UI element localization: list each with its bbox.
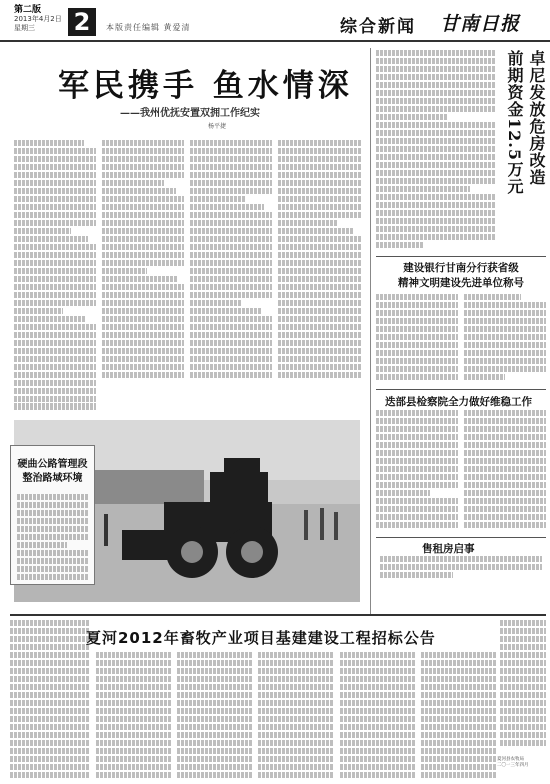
main-article-column-4 — [278, 140, 362, 410]
editor-credit: 本版责任编辑 黄爱清 — [106, 23, 191, 32]
newspaper-logo: 甘南日报 — [440, 13, 521, 35]
masthead — [0, 0, 550, 42]
vertical-headline — [500, 50, 546, 290]
tender-notice-headline: 夏河2012年畜牧产业项目基建建设工程招标公告 — [86, 629, 436, 647]
bottom-divider — [10, 614, 546, 616]
rental-notice-headline: 售租房启事 — [422, 543, 475, 555]
tender-right-column — [500, 620, 546, 752]
procuratorate-body — [376, 410, 546, 536]
vertical-headline-line1: 卓尼发放危房改造 — [527, 50, 546, 186]
side-box-body — [17, 494, 88, 586]
tender-notice-body — [96, 652, 496, 780]
side-box-title-line2: 整治路域环境 — [22, 473, 83, 484]
right-article-1-body — [376, 50, 496, 255]
issue-info — [14, 6, 62, 33]
main-article-column-2 — [102, 140, 184, 410]
vertical-headline-line2: 前期资金12.5万元 — [505, 50, 524, 195]
main-headline: 军民携手 鱼水情深 — [58, 68, 353, 104]
bank-award-headline-line2: 精神文明建设先进单位称号 — [398, 277, 524, 289]
bottom-left-column — [10, 620, 90, 780]
column-divider — [370, 48, 371, 616]
section-title: 综合新闻 — [340, 17, 416, 37]
main-article-column-1 — [14, 140, 96, 436]
main-article-column-3 — [190, 140, 272, 410]
rental-notice-body — [380, 556, 542, 586]
procuratorate-headline: 迭部县检察院全力做好维稳工作 — [385, 396, 532, 408]
bank-award-body — [376, 294, 546, 386]
section-divider — [376, 537, 546, 538]
main-byline: 杨平捷 — [208, 123, 227, 130]
bank-award-headline — [386, 261, 536, 291]
side-box-title-line1: 硬曲公路管理段 — [17, 459, 88, 470]
side-news-box — [10, 445, 95, 585]
page-number-badge: 2 — [68, 8, 96, 36]
main-subheadline: ——我州优抚安置双拥工作纪实 — [120, 108, 260, 119]
tender-date: 二〇一三年四月 — [497, 763, 529, 768]
tender-issuer: 夏河县农牧局 — [497, 757, 524, 762]
issue-weekday: 星期三 — [14, 24, 35, 32]
section-divider — [376, 389, 546, 390]
bank-award-headline-line1: 建设银行甘南分行获省级 — [403, 262, 519, 274]
tender-signature — [497, 757, 529, 769]
edition-label: 第二版 — [14, 5, 42, 15]
issue-date: 2013年4月2日 — [14, 15, 62, 23]
section-divider — [376, 256, 546, 257]
